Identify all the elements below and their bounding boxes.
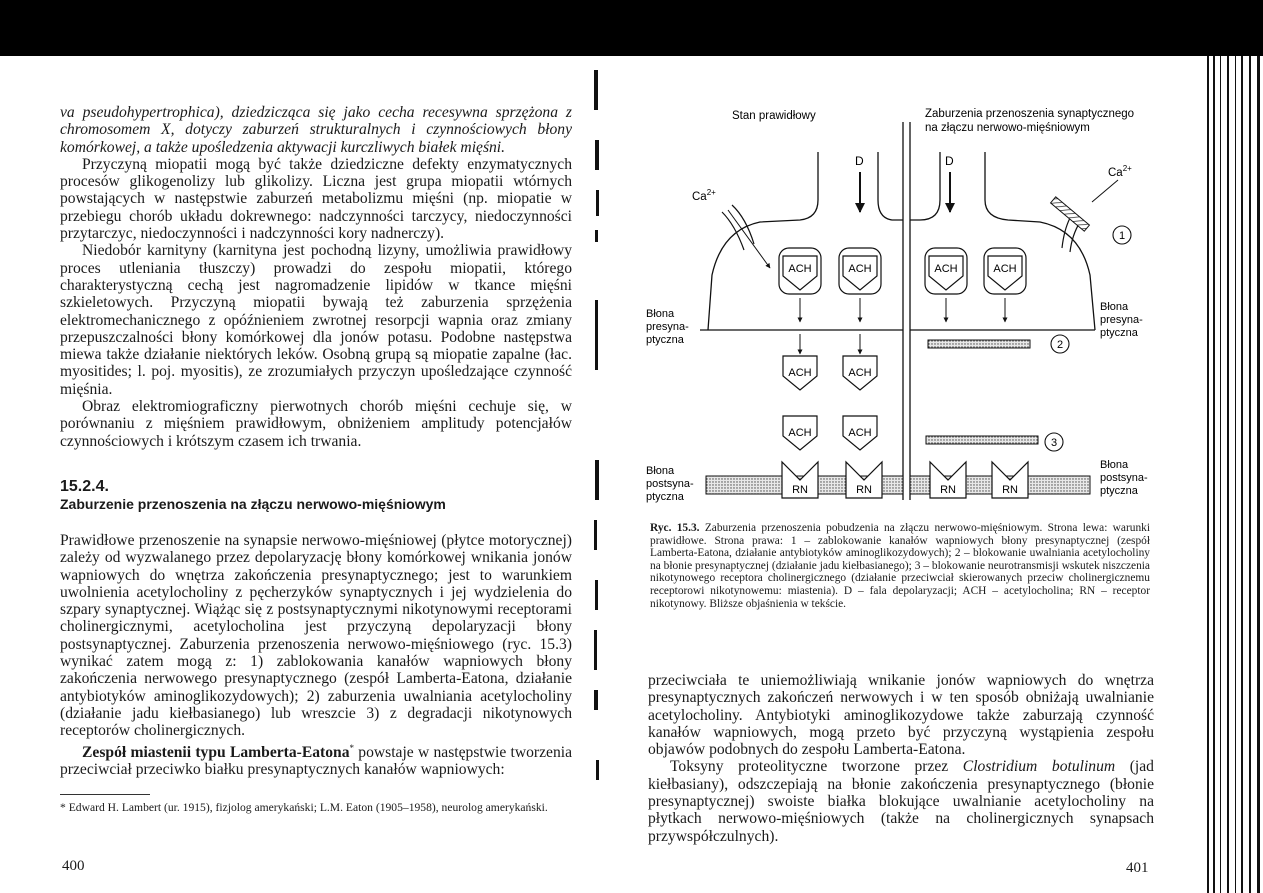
depolarization-label: D xyxy=(945,154,954,168)
paragraph: Toksyny proteolityczne tworzone przez Clostridium botulinum (jad kiełbasiany), odszczepiają na błonie zakończenia presynaptycznego (błonie presynaptycznej) swoiste białka blokujące uwalnianie acetylocholiny na płytkach nerwowo-mięśniowych (także na cholinergicznych synapsach przywspółczulnych). xyxy=(648,758,1154,845)
svg-text:1: 1 xyxy=(1118,230,1126,242)
vesicle xyxy=(839,248,881,294)
vesicle xyxy=(925,248,967,294)
section-number: 15.2.4. xyxy=(60,477,109,495)
presynaptic-label-right: Błona presyna-ptyczna xyxy=(1100,301,1143,339)
ca-ion-label: $Ca^{2+}$ xyxy=(692,188,716,203)
scan-dark-edge xyxy=(0,0,1263,56)
svg-text:RN: RN xyxy=(792,484,808,496)
release-block-bar xyxy=(928,340,1030,348)
nicotinic-receptor xyxy=(992,462,1028,498)
nicotinic-receptor xyxy=(930,462,966,498)
svg-text:ACH: ACH xyxy=(848,427,872,439)
section-title: Zaburzenie przenoszenia na złączu nerwowo-mięśniowym xyxy=(60,495,446,512)
svg-text:ACH: ACH xyxy=(934,263,958,275)
paragraph: Niedobór karnityny (karnityna jest pochodną lizyny, umożliwia prawidłowy proces utleniania tłuszczy) prowadzi do zespołu miopatii, którego charakterystyczną cechą jest nagromadzenie lipidów w tkance mięśni szkieletowych. Przyczyną miopatii bywają też zaburzenia sprzężenia elektromechanicznego z opóźnieniem zwrotnej resorpcji wapnia oraz zmiany przepuszczalności błony komórkowej dla jonów potasu. Podobne następstwa miewa także działanie niektórych leków. Osobną grupą są miopatie zapalne (łac. myositides; l. poj. myositis), ze zrozumiałych przyczyn upośledzające czynność mięśnia. xyxy=(60,242,572,398)
right-page xyxy=(648,672,1154,845)
depolarization-label: D xyxy=(855,154,864,168)
svg-text:ACH: ACH xyxy=(848,367,872,379)
left-page xyxy=(60,104,572,814)
svg-text:ACH: ACH xyxy=(993,263,1017,275)
page-number-right: 401 xyxy=(1126,860,1149,876)
receptor-block-bar xyxy=(926,436,1038,444)
page-edge-stripes xyxy=(1205,56,1263,893)
svg-text:ACH: ACH xyxy=(788,367,812,379)
label-disorder-line2: na złączu nerwowo-mięśniowym xyxy=(925,122,1090,134)
svg-text:3: 3 xyxy=(1050,437,1058,449)
svg-text:2: 2 xyxy=(1056,339,1064,351)
svg-text:RN: RN xyxy=(1002,484,1018,496)
label-disorder-line1: Zaburzenia przenoszenia synaptycznego xyxy=(925,108,1135,120)
label-normal-state: Stan prawidłowy xyxy=(732,110,816,122)
page-number-left: 400 xyxy=(62,858,85,874)
svg-text:RN: RN xyxy=(940,484,956,496)
paragraph: przeciwciała te uniemożliwiają wnikanie jonów wapniowych do wnętrza presynaptycznych zakończeń nerwowych i w ten sposób obniżają uwalnianie acetylocholiny. Antybiotyki aminoglikozydowe także zaburzają czynność kanałów wapniowych, mogą przeto być przyczyną wystąpienia zespołu objawów podobnych do zespołu Lamberta-Eatona. xyxy=(648,672,1154,759)
vesicle xyxy=(984,248,1026,294)
ca-ion-label-right: $Ca^{2+}$ xyxy=(1108,164,1132,179)
neuromuscular-junction-figure xyxy=(640,100,1160,510)
figure-caption: Ryc. 15.3. Zaburzenia przenoszenia pobudzenia na złączu nerwowo-mięśniowym. Strona lewa: warunki prawidłowe. Strona prawa: 1 – zablokowanie kanałów wapniowych błony presynaptycznej (zespół Lamberta-Eatona, działanie antybiotyków aminoglikozydowych); 2 – blokowanie uwalniania acetylocholiny na błonie presynaptycznej (działanie jadu kiełbasianego); 3 – blokowanie neurotransmisji wskutek niszczenia nikotynowego receptora cholinergicznego (działanie przeciwciał skierowanych przeciw cholinergicznemu receptorowi nikotynowemu: miastenia). D – fala depolaryzacji; ACH – acetylocholina; RN – receptor nikotynowy. Bliższe objaśnienia w tekście. xyxy=(650,522,1150,610)
vesicle xyxy=(779,248,821,294)
calcium-channel-blocker xyxy=(1051,197,1090,231)
marker-3 xyxy=(1045,433,1063,451)
svg-text:ACH: ACH xyxy=(788,427,812,439)
svg-text:ACH: ACH xyxy=(788,263,812,275)
paragraph: Przyczyną miopatii mogą być także dziedziczne defekty enzymatycznych procesów glikogenolizy lub glikolizy. Liczna jest grupa miopatii wtórnych powstających w następstwie zaburzeń metabolizmu mięśni (np. miopatie w przebiegu chorób układu dokrewnego: nadczynności tarczycy, niedoczynności przytarczyc, niedoczynności i nadczynności kory nadnerczy). xyxy=(60,155,572,243)
book-gutter-shadow xyxy=(586,60,616,890)
postsynaptic-label-left: Błona postsyna-ptyczna xyxy=(646,465,694,503)
paragraph: Obraz elektromiograficzny pierwotnych chorób mięśni cechuje się, w porównaniu z mięśniem prawidłowym, obniżeniem amplitudy potencjałów czynnościowych i krótszym czasem ich trwania. xyxy=(60,398,572,450)
postsynaptic-label-right: Błona postsyna-ptyczna xyxy=(1100,459,1148,497)
presynaptic-label-left: Błona presyna-ptyczna xyxy=(646,308,689,346)
nicotinic-receptor xyxy=(782,462,818,498)
nicotinic-receptor xyxy=(846,462,882,498)
footnote: * Edward H. Lambert (ur. 1915), fizjolog amerykański; L.M. Eaton (1905–1958), neurolog amerykański. xyxy=(60,801,548,815)
paragraph: Prawidłowe przenoszenie na synapsie nerwowo-mięśniowej (płytce motorycznej) zależy od wyzwalanego przez depolaryzację błony komórkowej wnikania jonów wapniowych do wnętrza zakończenia presynaptycznego; jest to warunkiem uwolnienia acetylocholiny z pęcherzyków synaptycznych i jej wydzielenia do szpary synaptycznej. Wiążąc się z postsynaptycznymi nikotynowymi receptorami cholinergicznymi, acetylocholina jest przyczyną depolaryzacji błony postsynaptycznej. Zaburzenia przenoszenia nerwowo-mięśniowego (ryc. 15.3) wynikać zatem mogą z: 1) zablokowania kanałów wapniowych błony zakończenia nerwowego presynaptycznego (zespół Lamberta-Eatona, działanie antybiotyków aminoglikozydowych); 2) zaburzenia uwalniania acetylocholiny (działanie jadu kiełbasianego) lub wreszcie 3) z degradacji nikotynowych receptorów cholinergicznych. xyxy=(60,531,572,740)
paragraph: Zespół miastenii typu Lamberta-Eatona* powstaje w następstwie tworzenia przeciwciał przeciwko białku presynaptycznych kanałów wapniowych: xyxy=(60,742,573,778)
svg-text:RN: RN xyxy=(856,484,872,496)
marker-1 xyxy=(1113,226,1131,244)
footnote-divider xyxy=(60,794,150,795)
marker-2 xyxy=(1051,335,1069,353)
svg-text:ACH: ACH xyxy=(848,263,872,275)
paragraph: va pseudohypertrophica), dziedzicząca się jako cecha recesywna sprzężona z chromosomem X, dotyczy zaburzeń strukturalnych i czynnościowych błony komórkowej, a także upośledzenia aktywacji kurczliwych białek mięśni. xyxy=(60,104,572,156)
